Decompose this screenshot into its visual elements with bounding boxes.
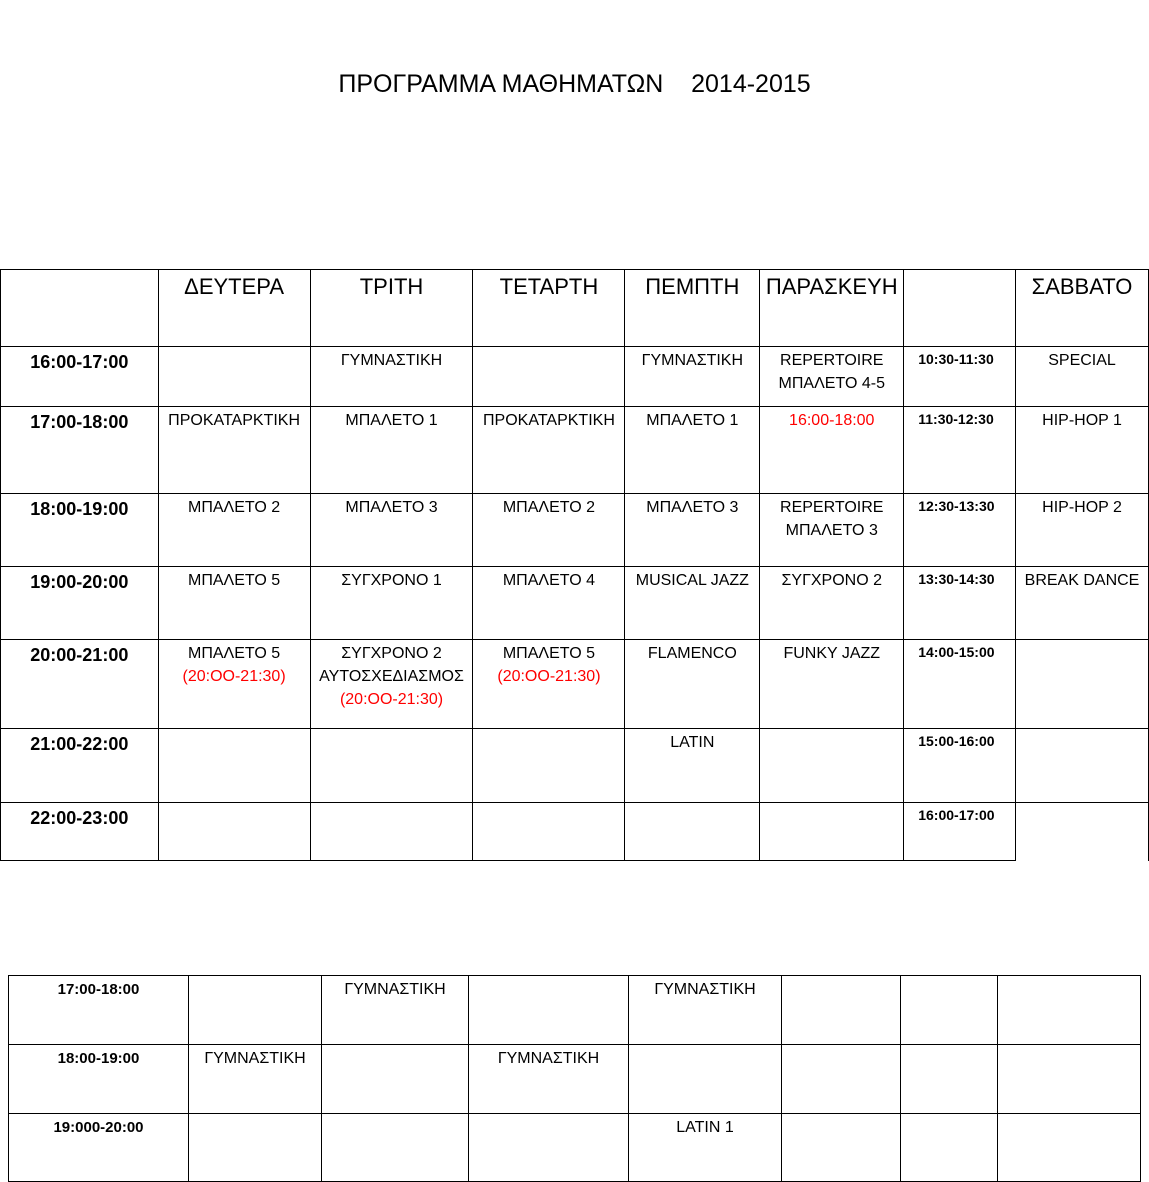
monday-cell [158,729,310,803]
saturday-cell [1016,803,1149,861]
saturday-time-cell: 11:30-12:30 [904,407,1016,494]
header-row [1,270,1149,347]
table-cell: ΓΥΜΝΑΣΤΙΚΗ [189,1045,322,1114]
table-cell [782,976,901,1045]
tuesday-cell: ΓΥΜΝΑΣΤΙΚΗ [310,347,473,407]
table-row [9,1045,1141,1114]
time-cell: 19:000-20:00 [9,1114,189,1182]
table-cell: ΓΥΜΝΑΣΤΙΚΗ [629,976,782,1045]
friday-cell: 16:00-18:00 [760,407,904,494]
table-cell [322,1114,469,1182]
tuesday-cell: ΜΠΑΛΕΤΟ 1 [310,407,473,494]
saturday-cell [1016,729,1149,803]
time-cell: 19:00-20:00 [1,567,159,640]
wednesday-cell [473,803,625,861]
header-tuesday: ΤΡΙΤΗ [310,270,473,347]
thursday-cell: FLAMENCO [625,640,760,729]
secondary-schedule-table [8,975,1141,1182]
class-label: ΜΠΑΛΕΤΟ 3 [785,522,878,539]
header-friday: ΠΑΡΑΣΚΕΥΗ [760,270,904,347]
wednesday-cell [473,729,625,803]
friday-cell: FUNKY JAZZ [760,640,904,729]
thursday-cell: LATIN [625,729,760,803]
table-cell [998,1114,1141,1182]
wednesday-cell [473,640,625,729]
table-row [1,494,1149,567]
saturday-time-cell: 13:30-14:30 [904,567,1016,640]
table-cell [469,1114,629,1182]
tuesday-cell: ΜΠΑΛΕΤΟ 3 [310,494,473,567]
wednesday-cell: ΜΠΑΛΕΤΟ 4 [473,567,625,640]
class-label: REPERTOIRE [780,352,884,369]
table-cell [998,1045,1141,1114]
time-cell: 20:00-21:00 [1,640,159,729]
table-row [1,567,1149,640]
table-row [1,347,1149,407]
table-cell [629,1045,782,1114]
time-cell: 17:00-18:00 [9,976,189,1045]
tuesday-cell [310,803,473,861]
table-row [1,729,1149,803]
thursday-cell [625,803,760,861]
wednesday-cell: ΜΠΑΛΕΤΟ 2 [473,494,625,567]
class-label: ΜΠΑΛΕΤΟ 5 [502,645,596,662]
saturday-time-cell: 12:30-13:30 [904,494,1016,567]
saturday-time-cell: 15:00-16:00 [904,729,1016,803]
table-cell [189,1114,322,1182]
class-label: REPERTOIRE [780,499,884,516]
table-cell [782,1045,901,1114]
table-row [9,1114,1141,1182]
table-cell [469,976,629,1045]
friday-cell [760,729,904,803]
class-label: ΜΠΑΛΕΤΟ 5 [187,645,281,662]
monday-cell: ΠΡΟΚΑΤΑΡΚΤΙΚΗ [158,407,310,494]
time-note: (20:ΟΟ-21:30) [339,691,444,708]
table-row [1,407,1149,494]
class-label: ΑΥΤΟΣΧΕΔΙΑΣΜΟΣ [319,668,464,685]
time-note: (20:ΟΟ-21:30) [182,668,286,685]
saturday-time-cell: 16:00-17:00 [904,803,1016,861]
table-row [1,640,1149,729]
time-cell: 16:00-17:00 [1,347,159,407]
class-label: ΣΥΓΧΡΟΝΟ 2 [341,645,442,662]
time-cell: 22:00-23:00 [1,803,159,861]
monday-cell: ΜΠΑΛΕΤΟ 2 [158,494,310,567]
time-cell: 18:00-19:00 [9,1045,189,1114]
header-saturday-time [904,270,1016,347]
table-cell [189,976,322,1045]
wednesday-cell: ΠΡΟΚΑΤΑΡΚΤΙΚΗ [473,407,625,494]
tuesday-cell: ΣΥΓΧΡΟΝΟ 1 [310,567,473,640]
saturday-cell: BREAK DANCE [1016,567,1149,640]
wednesday-cell [473,347,625,407]
table-cell: ΓΥΜΝΑΣΤΙΚΗ [322,976,469,1045]
header-thursday: ΠΕΜΠΤΗ [625,270,760,347]
monday-cell [158,803,310,861]
thursday-cell: MUSICAL JAZZ [625,567,760,640]
table-cell: LATIN 1 [629,1114,782,1182]
main-schedule-table [0,269,1149,861]
saturday-cell: HIP-HOP 2 [1016,494,1149,567]
header-monday: ΔΕΥΤΕΡΑ [158,270,310,347]
friday-cell [760,347,904,407]
header-wednesday: ΤΕΤΑΡΤΗ [473,270,625,347]
class-label: ΜΠΑΛΕΤΟ 4-5 [778,375,885,392]
thursday-cell: ΜΠΑΛΕΤΟ 1 [625,407,760,494]
friday-cell [760,494,904,567]
time-cell: 18:00-19:00 [1,494,159,567]
monday-cell [158,640,310,729]
table-cell: ΓΥΜΝΑΣΤΙΚΗ [469,1045,629,1114]
tuesday-cell [310,640,473,729]
table-cell [782,1114,901,1182]
saturday-cell [1016,640,1149,729]
table-cell [998,976,1141,1045]
table-cell [901,976,998,1045]
table-row [1,803,1149,861]
table-cell [901,1114,998,1182]
monday-cell: ΜΠΑΛΕΤΟ 5 [158,567,310,640]
time-note: (20:ΟΟ-21:30) [497,668,601,685]
thursday-cell: ΜΠΑΛΕΤΟ 3 [625,494,760,567]
table-row [9,976,1141,1045]
header-cell-empty [1,270,159,347]
table-cell [901,1045,998,1114]
header-saturday: ΣΑΒΒΑΤΟ [1016,270,1149,347]
time-cell: 21:00-22:00 [1,729,159,803]
saturday-cell: SPECIAL [1016,347,1149,407]
saturday-cell: HIP-HOP 1 [1016,407,1149,494]
monday-cell [158,347,310,407]
table-cell [322,1045,469,1114]
saturday-time-cell: 10:30-11:30 [904,347,1016,407]
friday-cell: ΣΥΓΧΡΟΝΟ 2 [760,567,904,640]
thursday-cell: ΓΥΜΝΑΣΤΙΚΗ [625,347,760,407]
tuesday-cell [310,729,473,803]
page-title: ΠΡΟΓΡΑΜΜΑ ΜΑΘΗΜΑΤΩΝ 2014-2015 [338,70,811,98]
friday-cell [760,803,904,861]
saturday-time-cell: 14:00-15:00 [904,640,1016,729]
time-cell: 17:00-18:00 [1,407,159,494]
